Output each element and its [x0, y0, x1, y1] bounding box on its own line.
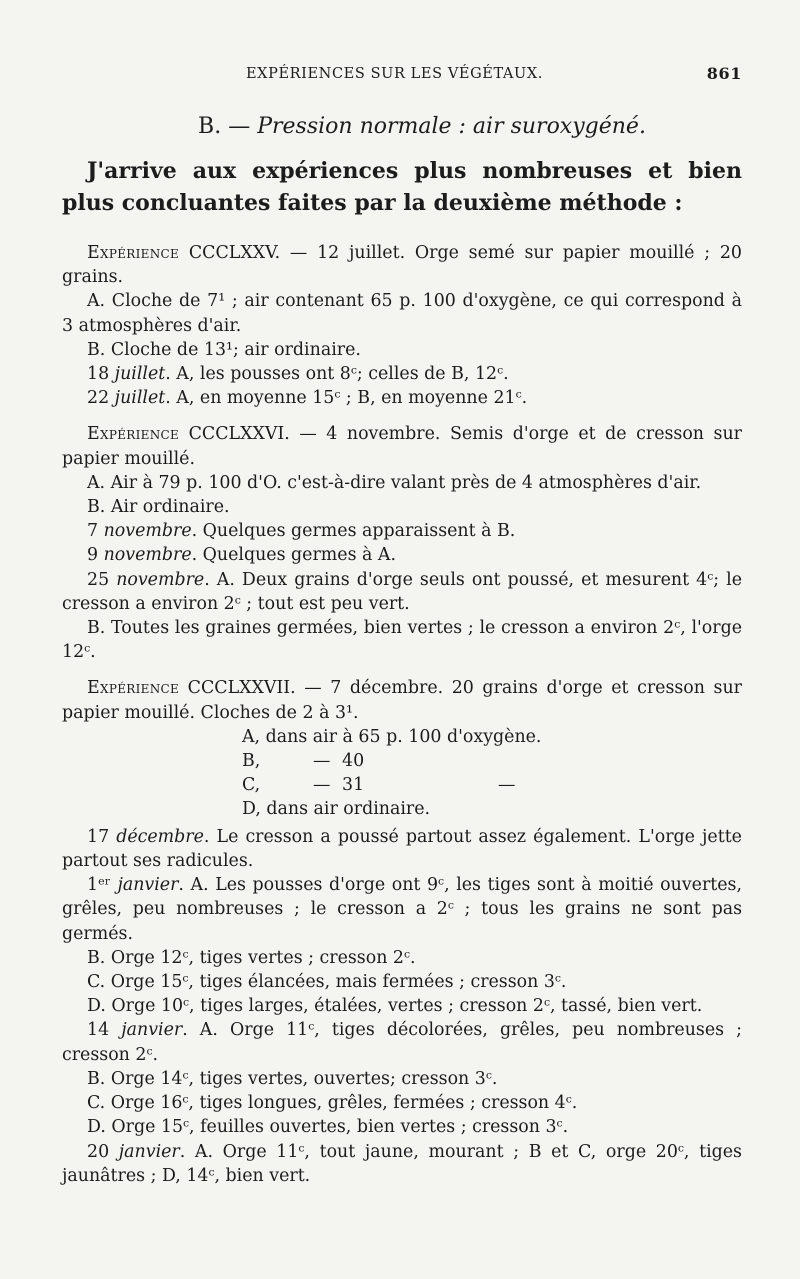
condition-label: B, [242, 750, 261, 771]
observation-b: B. Orge 12ᶜ, tiges vertes ; cresson 2ᶜ. [87, 947, 416, 968]
date-month: novembre [116, 569, 205, 590]
experience-lead-text: CCCLXXVII. — 7 décembre. 20 grains d'orge et cresson sur papier mouillé. Cloches de 2 à 3¹. [62, 678, 742, 723]
observation-b: B. Orge 14ᶜ, tiges vertes, ouvertes; cresson 3ᶜ. [87, 1068, 498, 1089]
conditions-table [62, 725, 742, 825]
entry-text: . Quelques germes à A. [191, 545, 397, 566]
observation-d: D. Orge 15ᶜ, feuilles ouvertes, bien vertes ; cresson 3ᶜ. [87, 1117, 569, 1138]
date-month: décembre [116, 826, 204, 847]
experience-label: Expérience [87, 678, 180, 699]
dated-entry [62, 1140, 742, 1188]
date-month: juillet [114, 388, 166, 409]
date-day: 9 [87, 545, 104, 566]
entry-text: . A. Deux grains d'orge seuls ont poussé, et mesurent 4ᶜ; le cresson a environ 2ᶜ ; tout est peu vert. [62, 569, 742, 614]
dated-entry [62, 362, 742, 386]
date-month: janvier [117, 875, 179, 896]
entry-text: . Quelques germes apparaissent à B. [191, 521, 516, 542]
entry-text: . A. Orge 11ᶜ, tout jaune, mourant ; B et C, orge 20ᶜ, tiges jaunâtres ; D, 14ᶜ, bien vert. [62, 1141, 742, 1186]
date-day: 25 [87, 569, 117, 590]
ditto-dash: — [498, 774, 516, 795]
intro-paragraph: J'arrive aux expériences plus nombreuses et bien plus concluantes faites par la deuxième méthode : [62, 158, 742, 216]
date-month: janvier [118, 1141, 180, 1162]
dated-entry [62, 1018, 742, 1066]
date-month: janvier [121, 1020, 183, 1041]
running-head [62, 62, 742, 92]
page-number: 861 [706, 64, 742, 83]
dated-entry [62, 825, 742, 873]
experience-lead-text: CCCLXXVI. — 4 novembre. Semis d'orge et de cresson sur papier mouillé. [62, 424, 742, 469]
ditto-dash: — [313, 774, 331, 795]
dated-entry [62, 519, 742, 543]
observation-c: C. Orge 15ᶜ, tiges élancées, mais fermées ; cresson 3ᶜ. [87, 972, 567, 993]
section-heading: Pression normale : air suroxygéné. [257, 114, 646, 139]
section-title [102, 114, 742, 139]
entry-text: . A, les pousses ont 8ᶜ; celles de B, 12ᶜ. [165, 364, 509, 385]
date-month: juillet [114, 364, 166, 385]
experience-label: Expérience [87, 424, 180, 445]
experience-lead [62, 241, 742, 289]
experience-375 [62, 241, 742, 410]
date-month: novembre [103, 521, 192, 542]
dated-entry [62, 386, 742, 410]
experience-377 [62, 676, 742, 1187]
entry-text: . A. Orge 11ᶜ, tiges décolorées, grêles, peu nombreuses ; cresson 2ᶜ. [62, 1020, 742, 1065]
page [62, 62, 742, 1188]
date-day: 20 [87, 1141, 119, 1162]
line-b: B. Cloche de 13¹; air ordinaire. [87, 339, 361, 360]
dated-entry [62, 568, 742, 616]
experience-lead-text: CCCLXXV. — 12 juillet. Orge semé sur papier mouillé ; 20 grains. [62, 243, 742, 288]
experience-label: Expérience [87, 243, 180, 263]
condition-value: 31 [342, 774, 365, 795]
date-day: 22 [87, 388, 115, 409]
experience-376 [62, 422, 742, 664]
date-day: 17 [87, 826, 117, 847]
line-a: A. Air à 79 p. 100 d'O. c'est-à-dire valant près de 4 atmosphères d'air. [87, 472, 702, 493]
entry-text: . A. Les pousses d'orge ont 9ᶜ, les tiges sont à moitié ouvertes, grêles, peu nombreuses ; le cresson a 2ᶜ ; tous les grains ne sont pas germés. [62, 875, 742, 944]
experience-lead [62, 422, 742, 470]
line-b-result: B. Toutes les graines germées, bien vertes ; le cresson a environ 2ᶜ, l'orge 12ᶜ. [62, 618, 742, 663]
condition-d: D, dans air ordinaire. [242, 798, 431, 819]
dated-entry [62, 543, 742, 567]
dated-entry [62, 873, 742, 946]
section-label: B. — [198, 114, 258, 139]
entry-text: . A, en moyenne 15ᶜ ; B, en moyenne 21ᶜ. [165, 388, 528, 409]
observation-d: D. Orge 10ᶜ, tiges larges, étalées, vertes ; cresson 2ᶜ, tassé, bien vert. [87, 996, 703, 1017]
body-text [62, 241, 742, 1188]
line-b: B. Air ordinaire. [87, 497, 230, 518]
condition-label: C, [242, 774, 261, 795]
line-a: A. Cloche de 7¹ ; air contenant 65 p. 100 d'oxygène, ce qui correspond à 3 atmosphères d'air. [62, 291, 742, 336]
date-day: 7 [87, 521, 104, 542]
ditto-dash: — [313, 750, 331, 771]
condition-a: A, dans air à 65 p. 100 d'oxygène. [242, 726, 542, 747]
experience-lead [62, 676, 742, 724]
condition-value: 40 [342, 750, 365, 771]
running-title: EXPÉRIENCES SUR LES VÉGÉTAUX. [246, 66, 543, 82]
date-month: novembre [103, 545, 192, 566]
date-day: 14 [87, 1020, 122, 1041]
observation-c: C. Orge 16ᶜ, tiges longues, grêles, fermées ; cresson 4ᶜ. [87, 1093, 578, 1114]
entry-text: . Le cresson a poussé partout assez également. L'orge jette partout ses radicules. [62, 826, 742, 872]
date-day: 18 [87, 364, 115, 385]
date-day: 1ᵉʳ [87, 875, 118, 896]
